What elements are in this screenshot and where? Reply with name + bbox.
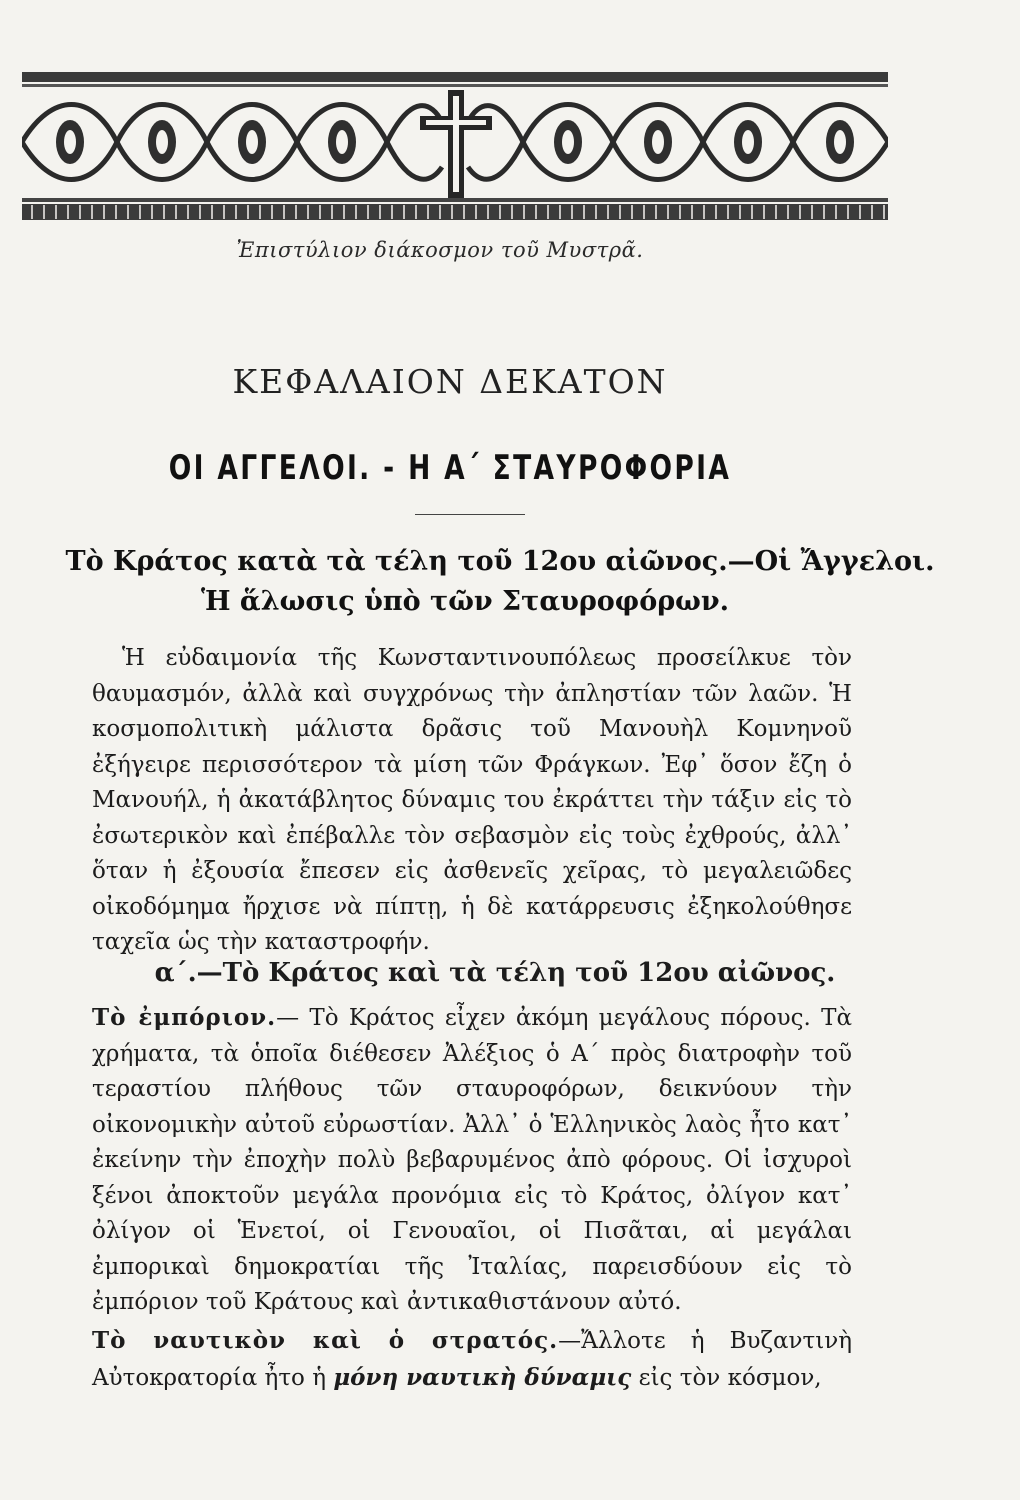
chapter-title: ΟΙ ΑΓΓΕΛΟΙ. - Η Α΄ ΣΤΑΥΡΟΦΟΡΙΑ <box>168 448 732 488</box>
paragraph-navy-lead: Τὸ ναυτικὸν καὶ ὁ στρατός. <box>92 1327 559 1354</box>
paragraph-navy <box>92 1323 852 1396</box>
paragraph-commerce-lead: Τὸ ἐμπόριον. <box>92 1004 277 1031</box>
paragraph-navy-body-end: εἰς τὸν κόσμον, <box>631 1364 822 1391</box>
ornament-headpiece-icon <box>22 72 888 220</box>
paragraph-navy-body-start: —Ἄλλοτε ἡ Βυζαντινὴ Αὐτοκρατορία ἦτο ἡ <box>92 1328 852 1391</box>
chapter-subtitle-line-1: Τὸ Κράτος κατὰ τὰ τέλη τοῦ 12ου αἰῶνος.—Οἱ Ἄγγελοι. <box>65 546 935 577</box>
chapter-label: ΚΕΦΑΛΑΙΟΝ ΔΕΚΑΤΟΝ <box>232 362 668 401</box>
title-divider <box>415 514 525 515</box>
paragraph-commerce-body: — Τὸ Κράτος εἶχεν ἀκόμη μεγάλους πόρους. Τὰ χρήματα, τὰ ὁποῖα διέθεσεν Ἀλέξιος ὁ Α΄ πρὸς διατροφὴν τοῦ τεραστίου πλήθους τῶν σταυροφόρων, δεικνύουν τὴν οἰκονομικὴν αὐτοῦ εὐρωστίαν. Ἀλλ᾽ ὁ Ἑλληνικὸς λαὸς ἦτο κατ᾽ ἐκείνην τὴν ἐποχὴν πολὺ βεβαρυμένος ἀπὸ φόρους. Οἱ ἰσχυροὶ ξένοι ἀποκτοῦν μεγάλα προνόμια εἰς τὸ Κράτος, ὀλίγον κατ᾽ ὀλίγον οἱ Ἑνετοί, οἱ Γενουαῖοι, οἱ Πισᾶται, αἱ μεγάλαι ἐμπορικαὶ δημοκρατίαι τῆς Ἰταλίας, παρεισδύουν εἰς τὸ ἐμπόριον τοῦ Κράτους καὶ ἀντικαθιστάνουν αὐτό. <box>92 1005 852 1315</box>
chapter-subtitle-line-2: Ἡ ἅλωσις ὑπὸ τῶν Σταυροφόρων. <box>200 586 730 617</box>
paragraph-commerce <box>92 1000 852 1321</box>
paragraph-navy-emphasis: μόνη ναυτικὴ δύναμις <box>333 1363 632 1391</box>
ornament-caption: Ἐπιστύλιον διάκοσμον τοῦ Μυστρᾶ. <box>236 238 644 262</box>
section-heading: α΄.—Τὸ Κράτος καὶ τὰ τέλη τοῦ 12ου αἰῶνος. <box>154 958 836 988</box>
paragraph-intro: Ἡ εὐδαιμονία τῆς Κωνσταντινουπόλεως προσείλκυε τὸν θαυμασμόν, ἀλλὰ καὶ συγχρόνως τὴν ἀπληστίαν τῶν λαῶν. Ἡ κοσμοπολιτικὴ μάλιστα δρᾶσις τοῦ Μανουὴλ Κομνηνοῦ ἐξήγειρε περισσότερον τὰ μίση τῶν Φράγκων. Ἐφ᾽ ὅσον ἔζη ὁ Μανουήλ, ἡ ἀκατάβλητος δύναμις του ἐκράττει τὴν τάξιν εἰς τὸ ἐσωτερικὸν καὶ ἐπέβαλλε τὸν σεβασμὸν εἰς τοὺς ἐχθρούς, ἀλλ᾽ ὅταν ἡ ἐξουσία ἔπεσεν εἰς ἀσθενεῖς χεῖρας, τὸ μεγαλειῶδες οἰκοδόμημα ἤρχισε νὰ πίπτῃ, ἡ δὲ κατάρρευσις ἐξηκολούθησε ταχεῖα ὡς τὴν καταστροφήν. <box>92 645 852 955</box>
